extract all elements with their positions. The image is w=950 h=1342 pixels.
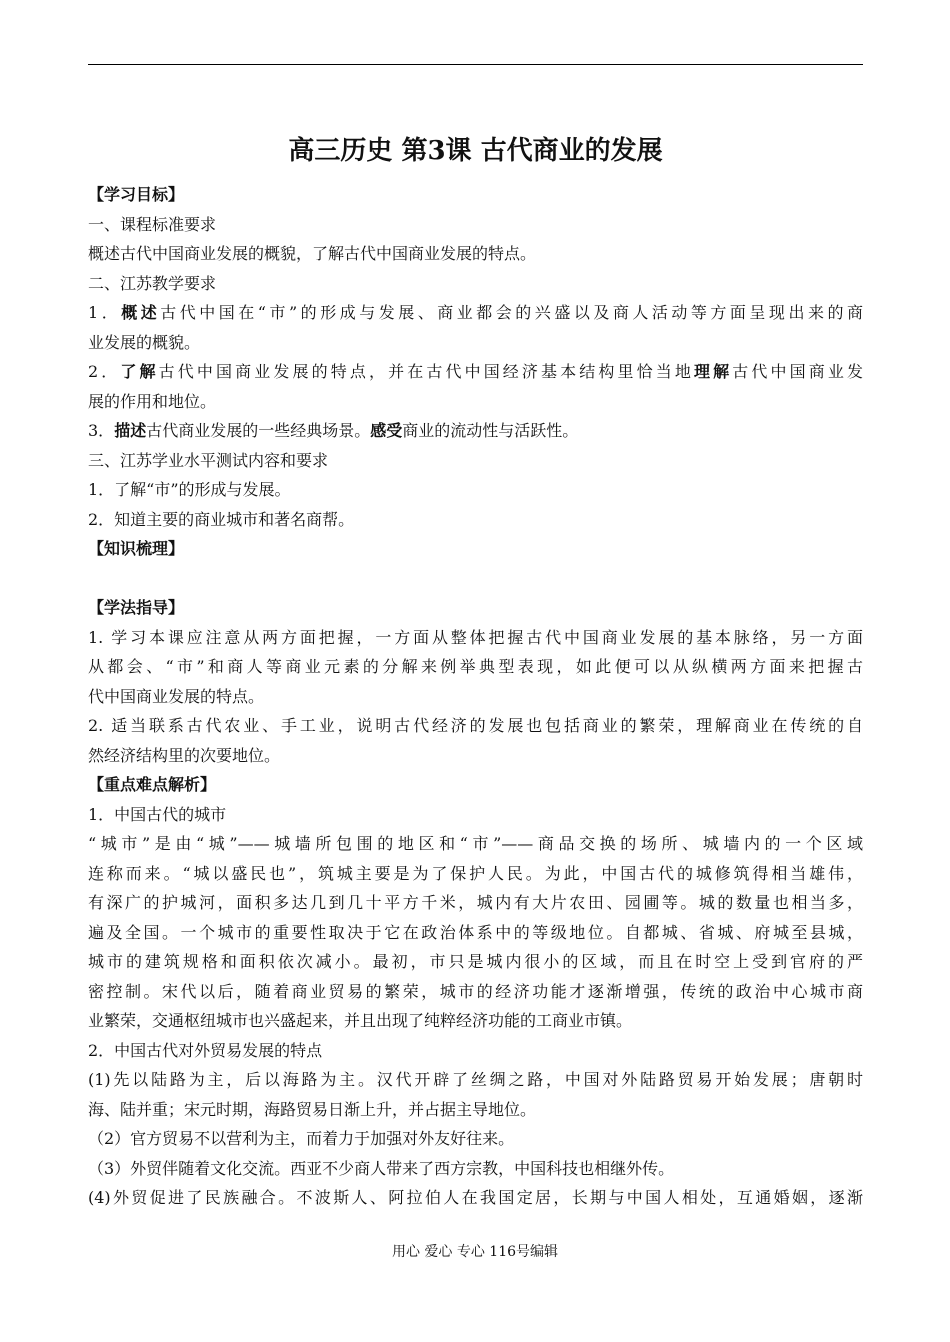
trade-feature-2: （2）官方贸易不以营利为主，而着力于加强对外友好往来。 <box>88 1129 515 1148</box>
test-item-2: 2．知道主要的商业城市和著名商帮。 <box>88 509 355 529</box>
keyword: 概述 <box>121 303 161 322</box>
method-paragraph-1: 从都会、“市”和商人等商业元素的分解来例举典型表现，如此便可以从纵横两方面来把握古 <box>88 657 863 676</box>
analysis-topic-1-text: 连称而来。“城以盛民也”，筑城主要是为了保护人民。为此，中国古代的城修筑得相当雄伟， <box>88 863 863 883</box>
objective-item-1 <box>88 298 863 328</box>
objective-item-2 <box>88 357 863 387</box>
section-heading-analysis: 【重点难点解析】 <box>88 775 217 794</box>
item-number: 1． <box>88 303 122 322</box>
method-paragraph-2: 然经济结构里的次要地位。 <box>88 745 281 765</box>
trade-feature-1: 海、陆并重；宋元时期，海路贸易日渐上升，并占据主导地位。 <box>88 1099 537 1119</box>
item-text: 古代中国商业发展的特点，并在古代中国经济基本结构里恰当地 <box>158 362 694 381</box>
keyword: 了解 <box>120 362 159 381</box>
section-heading-method: 【学法指导】 <box>88 598 185 617</box>
objective-item-1-cont: 业发展的概貌。 <box>88 332 201 352</box>
analysis-topic-1-text: 有深广的护城河，面积多达几到几十平方千米，城内有大片农田、园圃等。城的数量也相当多， <box>88 893 863 912</box>
subheading-test: 三、江苏学业水平测试内容和要求 <box>88 450 329 470</box>
keyword: 理解 <box>694 362 733 381</box>
item-text: 商业的流动性与活跃性。 <box>402 421 579 440</box>
document-title: 高三历史 第3课 古代商业的发展 <box>288 136 663 166</box>
objective-item-2-cont: 展的作用和地位。 <box>88 391 217 411</box>
header-rule <box>88 64 863 65</box>
analysis-topic-1-text: 密控制。宋代以后，随着商业贸易的繁荣，城市的经济功能才逐渐增强，传统的政治中心城市商 <box>88 981 863 1001</box>
method-paragraph-2: 2. 适当联系古代农业、手工业，说明古代经济的发展也包括商业的繁荣，理解商业在传统的自 <box>88 716 863 735</box>
method-paragraph-1: 1. 学习本课应注意从两方面把握，一方面从整体把握古代中国商业发展的基本脉络，另一方面 <box>88 627 863 647</box>
subheading-jiangsu: 二、江苏教学要求 <box>88 273 217 293</box>
keyword: 感受 <box>370 421 403 440</box>
objective-item-3 <box>88 416 863 446</box>
analysis-topic-1-text: “城市”是由“城”——城墙所包围的地区和“市”——商品交换的场所、城墙内的一个区域 <box>88 834 863 853</box>
section-heading-objectives: 【学习目标】 <box>88 185 185 204</box>
keyword: 描述 <box>114 421 147 440</box>
trade-feature-3: （3）外贸伴随着文化交流。西亚不少商人带来了西方宗教，中国科技也相继外传。 <box>88 1158 675 1178</box>
blank-space <box>88 564 863 594</box>
subheading-curriculum: 一、课程标准要求 <box>88 214 217 234</box>
section-heading-knowledge: 【知识梳理】 <box>88 539 185 558</box>
analysis-topic-1-text: 城市的建筑规格和面积依次减小。最初，市只是城内很小的区域，而且在时空上受到官府的严 <box>88 952 863 971</box>
analysis-topic-1-text: 遍及全国。一个城市的重要性取决于它在政治体系中的等级地位。自都城、省城、府城至县城， <box>88 922 863 942</box>
item-text: 古代中国商业发 <box>732 362 863 381</box>
document-body <box>88 180 863 1213</box>
item-number: 3． <box>88 421 115 440</box>
analysis-topic-2: 2．中国古代对外贸易发展的特点 <box>88 1040 323 1060</box>
method-paragraph-1: 代中国商业发展的特点。 <box>88 686 265 706</box>
trade-feature-4: (4)外贸促进了民族融合。不波斯人、阿拉伯人在我国定居，长期与中国人相处，互通婚姻，逐渐 <box>88 1188 863 1207</box>
trade-feature-1: (1)先以陆路为主，后以海路为主。汉代开辟了丝绸之路，中国对外陆路贸易开始发展；唐朝时 <box>88 1070 863 1089</box>
analysis-topic-1: 1．中国古代的城市 <box>88 804 227 824</box>
analysis-topic-1-text: 业繁荣，交通枢纽城市也兴盛起来，并且出现了纯粹经济功能的工商业市镇。 <box>88 1011 633 1030</box>
item-number: 2． <box>88 362 121 381</box>
page-footer: 用心 爱心 专心 116号编辑 <box>391 1244 559 1260</box>
test-item-1: 1．了解“市”的形成与发展。 <box>88 480 291 499</box>
item-text: 古代商业发展的一些经典场景。 <box>146 421 371 440</box>
item-text: 古代中国在“市”的形成与发展、商业都会的兴盛以及商人活动等方面呈现出来的商 <box>160 303 863 322</box>
curriculum-text: 概述古代中国商业发展的概貌，了解古代中国商业发展的特点。 <box>88 244 537 263</box>
